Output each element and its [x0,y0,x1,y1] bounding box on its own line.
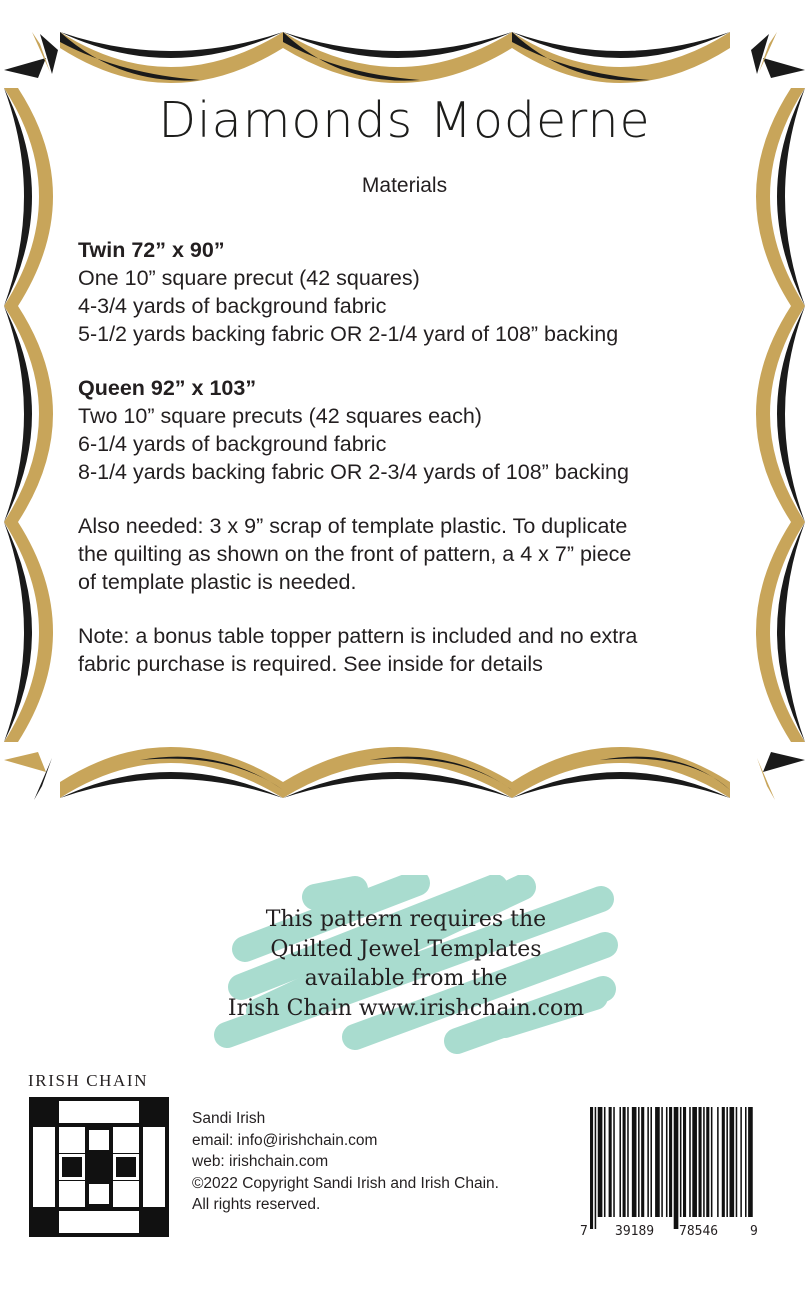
barcode-bar [745,1107,747,1217]
note-line: the quilting as shown on the front of pattern, a 4 x 7” piece [78,542,632,566]
barcode-bar [609,1107,612,1217]
material-item: 5-1/2 yards backing fabric OR 2-1/4 yard of 108” backing [78,322,619,346]
rights-line: All rights reserved. [192,1196,321,1213]
section-subtitle: Materials [361,174,448,197]
barcode-bar [692,1107,697,1217]
materials-list [78,236,738,704]
barcode-digit-group: 39189 [615,1224,655,1239]
note-line: Note: a bonus table topper pattern is included and no extra [78,624,638,648]
barcode-bar [683,1107,686,1217]
contact-web: web: irishchain.com [192,1153,329,1170]
promo-text [205,905,607,1023]
promo-line: Quilted Jewel Templates [270,936,542,962]
note-line: of template plastic is needed. [78,570,357,594]
note-bonus [78,622,738,678]
contact-name: Sandi Irish [192,1110,266,1127]
barcode-digit-group: 9 [750,1224,758,1239]
barcode-bar [748,1107,753,1217]
page-title: Diamonds Moderne [158,92,651,149]
contact-email: email: info@irishchain.com [192,1131,378,1149]
barcode-bar [706,1107,709,1217]
barcode-bar [650,1107,652,1217]
barcode-bar [669,1107,672,1217]
barcode-bar [632,1107,637,1217]
barcode-bar [598,1107,603,1217]
barcode-bar [730,1107,735,1217]
material-item: 6-1/4 yards of background fabric [78,432,387,456]
barcode-digit-group: 78546 [679,1224,719,1239]
materials-group-queen [78,374,738,486]
barcode-bar [604,1107,606,1217]
barcode-bar [703,1107,705,1217]
template-promo [205,875,625,1055]
barcode-bar [641,1107,644,1217]
upc-barcode [578,1107,762,1247]
barcode-bar [674,1107,679,1229]
barcode-bar [717,1107,719,1217]
barcode-bar [647,1107,649,1217]
barcode-digit-group: 7 [580,1224,588,1239]
frame-top-scallops [60,32,730,83]
barcode-bar [726,1107,728,1217]
barcode-bar [638,1107,640,1217]
material-item: 8-1/4 yards backing fabric OR 2-3/4 yards of 108” backing [78,460,629,484]
barcode-bar [699,1107,702,1217]
barcode-bar [655,1107,660,1217]
materials-group-twin [78,236,738,348]
irish-chain-logo-icon [29,1097,169,1237]
note-also-needed [78,512,738,596]
promo-line: This pattern requires the [265,907,547,932]
barcode-bar [711,1107,713,1217]
contact-info [192,1108,499,1216]
barcode-bar [627,1107,629,1217]
material-item: 4-3/4 yards of background fabric [78,294,387,318]
copyright-line: ©2022 Copyright Sandi Irish and Irish Chain. [192,1174,499,1192]
barcode-bar [595,1107,597,1229]
material-item: One 10” square precut (42 squares) [78,266,420,290]
barcode-bar [689,1107,691,1217]
promo-line: available from the [304,966,508,991]
frame-bottom-scallops [60,747,730,798]
barcode-bar [619,1107,621,1217]
note-line: Also needed: 3 x 9” scrap of template plastic. To duplicate [78,514,628,538]
material-item: Two 10” square precuts (42 squares each) [78,404,482,428]
barcode-bar [736,1107,738,1217]
note-line: fabric purchase is required. See inside for details [78,652,543,676]
barcode-bar [623,1107,626,1217]
barcode-bar [722,1107,725,1217]
barcode-bar [613,1107,615,1217]
promo-line: Irish Chain www.irishchain.com [227,995,585,1021]
group-heading: Twin 72” x 90” [78,238,225,262]
barcode-bar [680,1107,682,1217]
brand-name: IRISH CHAIN [28,1071,149,1090]
barcode-bar [666,1107,668,1217]
barcode-bar [740,1107,742,1217]
barcode-bars [590,1107,753,1229]
group-heading: Queen 92” x 103” [78,376,257,400]
barcode-bar [590,1107,593,1229]
barcode-bar [661,1107,663,1217]
